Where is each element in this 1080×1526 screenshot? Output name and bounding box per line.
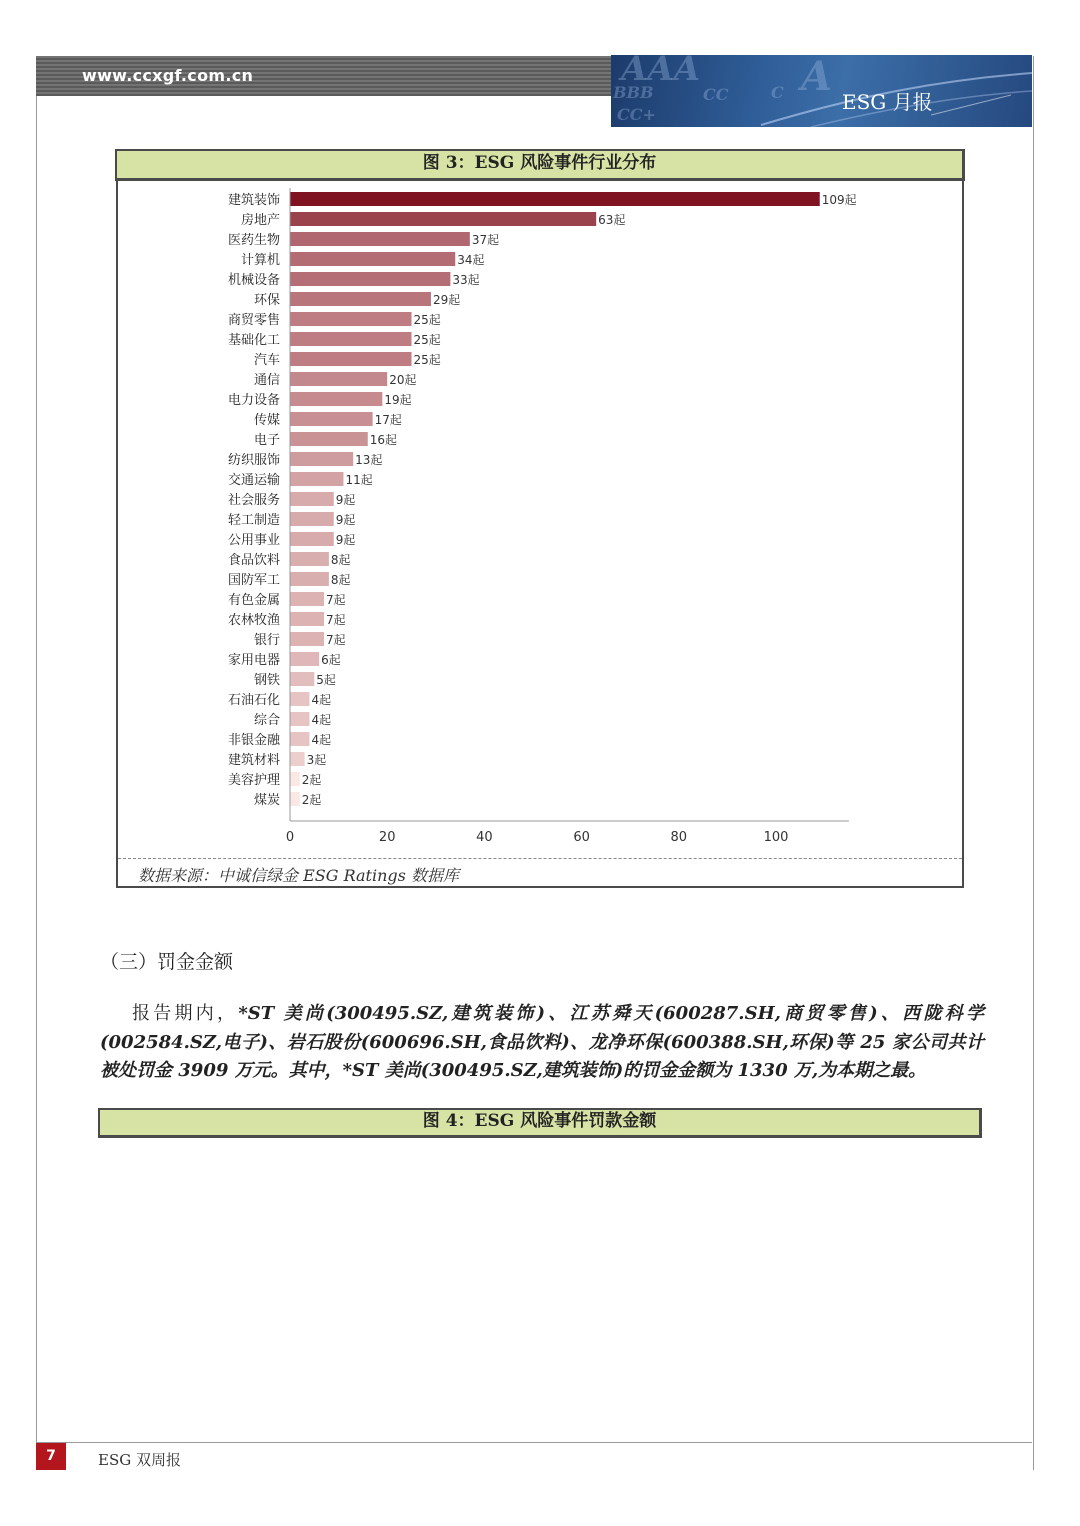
data-label: 19起 [384,393,412,407]
category-label: 公用事业 [227,533,280,548]
data-label: 34起 [457,253,485,267]
figure4-title: 图 4：ESG 风险事件罚款金额 [98,1108,982,1138]
bar [290,692,309,706]
category-label: 非银金融 [227,733,280,748]
data-label: 7起 [326,613,346,627]
section-heading: （三）罚金金额 [100,951,234,973]
site-url[interactable]: www.ccxgf.com.cn [82,66,254,85]
category-label: 银行 [253,633,280,648]
category-label: 轻工制造 [227,513,280,528]
paragraph-highlight: *ST 美尚(300495.SZ,建筑装饰)、江苏舜天(600287.SH,商贸零售)、西陇科学(002584.SZ,电子)、岩石股份(600696.SH,食品饮料)、龙净环保(600388.SH,环保)等 25 家公司共计被处罚金 3909 万元。其中，*ST 美尚(300495.SZ,建筑装饰)的罚金金额为 1330 万,为本期之最。 [100,1003,985,1081]
category-label: 建筑装饰 [227,193,280,208]
data-label: 2起 [301,773,322,787]
category-label: 交通运输 [227,473,280,488]
category-label: 汽车 [253,353,280,368]
category-label: 医药生物 [227,233,280,248]
category-label: 机械设备 [227,273,280,288]
footer-report-name: ESG 双周报 [98,1451,181,1469]
category-label: 商贸零售 [227,313,280,328]
banner-watermark-text: BBB [613,83,654,102]
category-label: 基础化工 [227,333,280,348]
bar [290,772,300,786]
bar [290,492,334,506]
banner-swirl-decoration [611,55,1032,127]
footer-divider [36,1442,1032,1443]
data-label: 9起 [335,533,356,547]
category-label: 环保 [253,293,280,308]
figure3-source: 数据来源：中诚信绿金 ESG Ratings 数据库 [138,866,459,885]
category-label: 建筑材料 [227,753,280,768]
category-label: 有色金属 [227,593,280,608]
bar [290,272,450,286]
bar [290,572,329,586]
data-label: 4起 [311,693,332,707]
bar [290,392,382,406]
data-label: 17起 [374,413,402,427]
bar [290,232,470,246]
bar [290,652,319,666]
bar [290,672,314,686]
data-label: 2起 [301,793,322,807]
x-tick-label: 80 [670,830,688,845]
data-label: 7起 [326,593,346,607]
x-tick-label: 100 [763,830,789,845]
data-label: 8起 [330,553,351,567]
category-label: 食品饮料 [227,553,280,568]
page-number: 7 [36,1443,66,1470]
bar [290,732,309,746]
industry-bar-chart [118,180,962,856]
banner-watermark-text: A [801,55,833,100]
bar [290,752,305,766]
category-label: 计算机 [240,253,280,268]
data-label: 20起 [389,373,417,387]
x-tick-label: 0 [285,830,295,845]
data-label: 63起 [598,213,626,227]
category-label: 美容护理 [227,773,280,788]
bar [290,252,455,266]
data-label: 16起 [369,433,398,447]
data-label: 13起 [355,453,383,467]
category-label: 农林牧渔 [227,613,280,628]
x-tick-label: 20 [378,830,396,845]
bar [290,472,343,486]
bar [290,432,368,446]
category-label: 房地产 [240,213,280,228]
header-banner [611,55,1032,127]
bar [290,632,324,646]
bar [290,212,596,226]
bar [290,712,309,726]
banner-watermark-text: CC+ [617,105,656,124]
category-label: 电子 [253,433,280,448]
category-label: 煤炭 [253,793,280,808]
data-label: 3起 [306,753,327,767]
category-label: 国防军工 [227,573,280,588]
data-label: 9起 [335,493,356,507]
category-label: 通信 [253,373,280,388]
bar [290,452,353,466]
bar [290,292,431,306]
data-label: 5起 [316,673,336,687]
data-label: 33起 [452,273,480,287]
banner-watermark-text: C [771,83,784,102]
bar [290,512,334,526]
category-label: 电力设备 [227,393,280,408]
bar [290,312,412,326]
paragraph-intro: 报告期内， [132,1003,239,1024]
data-label: 109起 [821,193,857,207]
category-label: 纺织服饰 [227,453,280,468]
data-label: 4起 [311,733,332,747]
data-label: 7起 [326,633,346,647]
category-label: 石油石化 [227,693,280,708]
category-label: 家用电器 [227,653,280,668]
bar [290,532,334,546]
data-label: 8起 [330,573,351,587]
x-tick-label: 40 [476,830,493,845]
data-label: 25起 [413,333,441,347]
bar [290,332,412,346]
category-label: 传媒 [253,413,280,428]
banner-watermark-text: AAA [621,55,701,89]
banner-title: ESG 月报 [842,90,933,114]
data-label: 9起 [335,513,356,527]
category-label: 钢铁 [253,673,280,688]
bar [290,372,387,386]
bar [290,612,324,626]
figure3-title: 图 3：ESG 风险事件行业分布 [115,149,965,181]
bar [290,352,412,366]
data-label: 4起 [311,713,332,727]
bar [290,552,329,566]
data-label: 6起 [321,653,341,667]
bar [290,192,820,206]
data-label: 11起 [345,473,373,487]
data-label: 29起 [432,293,461,307]
x-tick-label: 60 [573,830,590,845]
data-label: 25起 [413,353,441,367]
bar [290,592,324,606]
banner-watermark-text: CC [703,85,729,104]
section-paragraph [100,1000,984,1086]
data-label: 37起 [471,233,500,247]
category-label: 综合 [253,713,280,728]
bar [290,412,373,426]
data-label: 25起 [413,313,441,327]
bar [290,792,300,806]
category-label: 社会服务 [227,493,280,508]
source-divider [118,858,962,859]
